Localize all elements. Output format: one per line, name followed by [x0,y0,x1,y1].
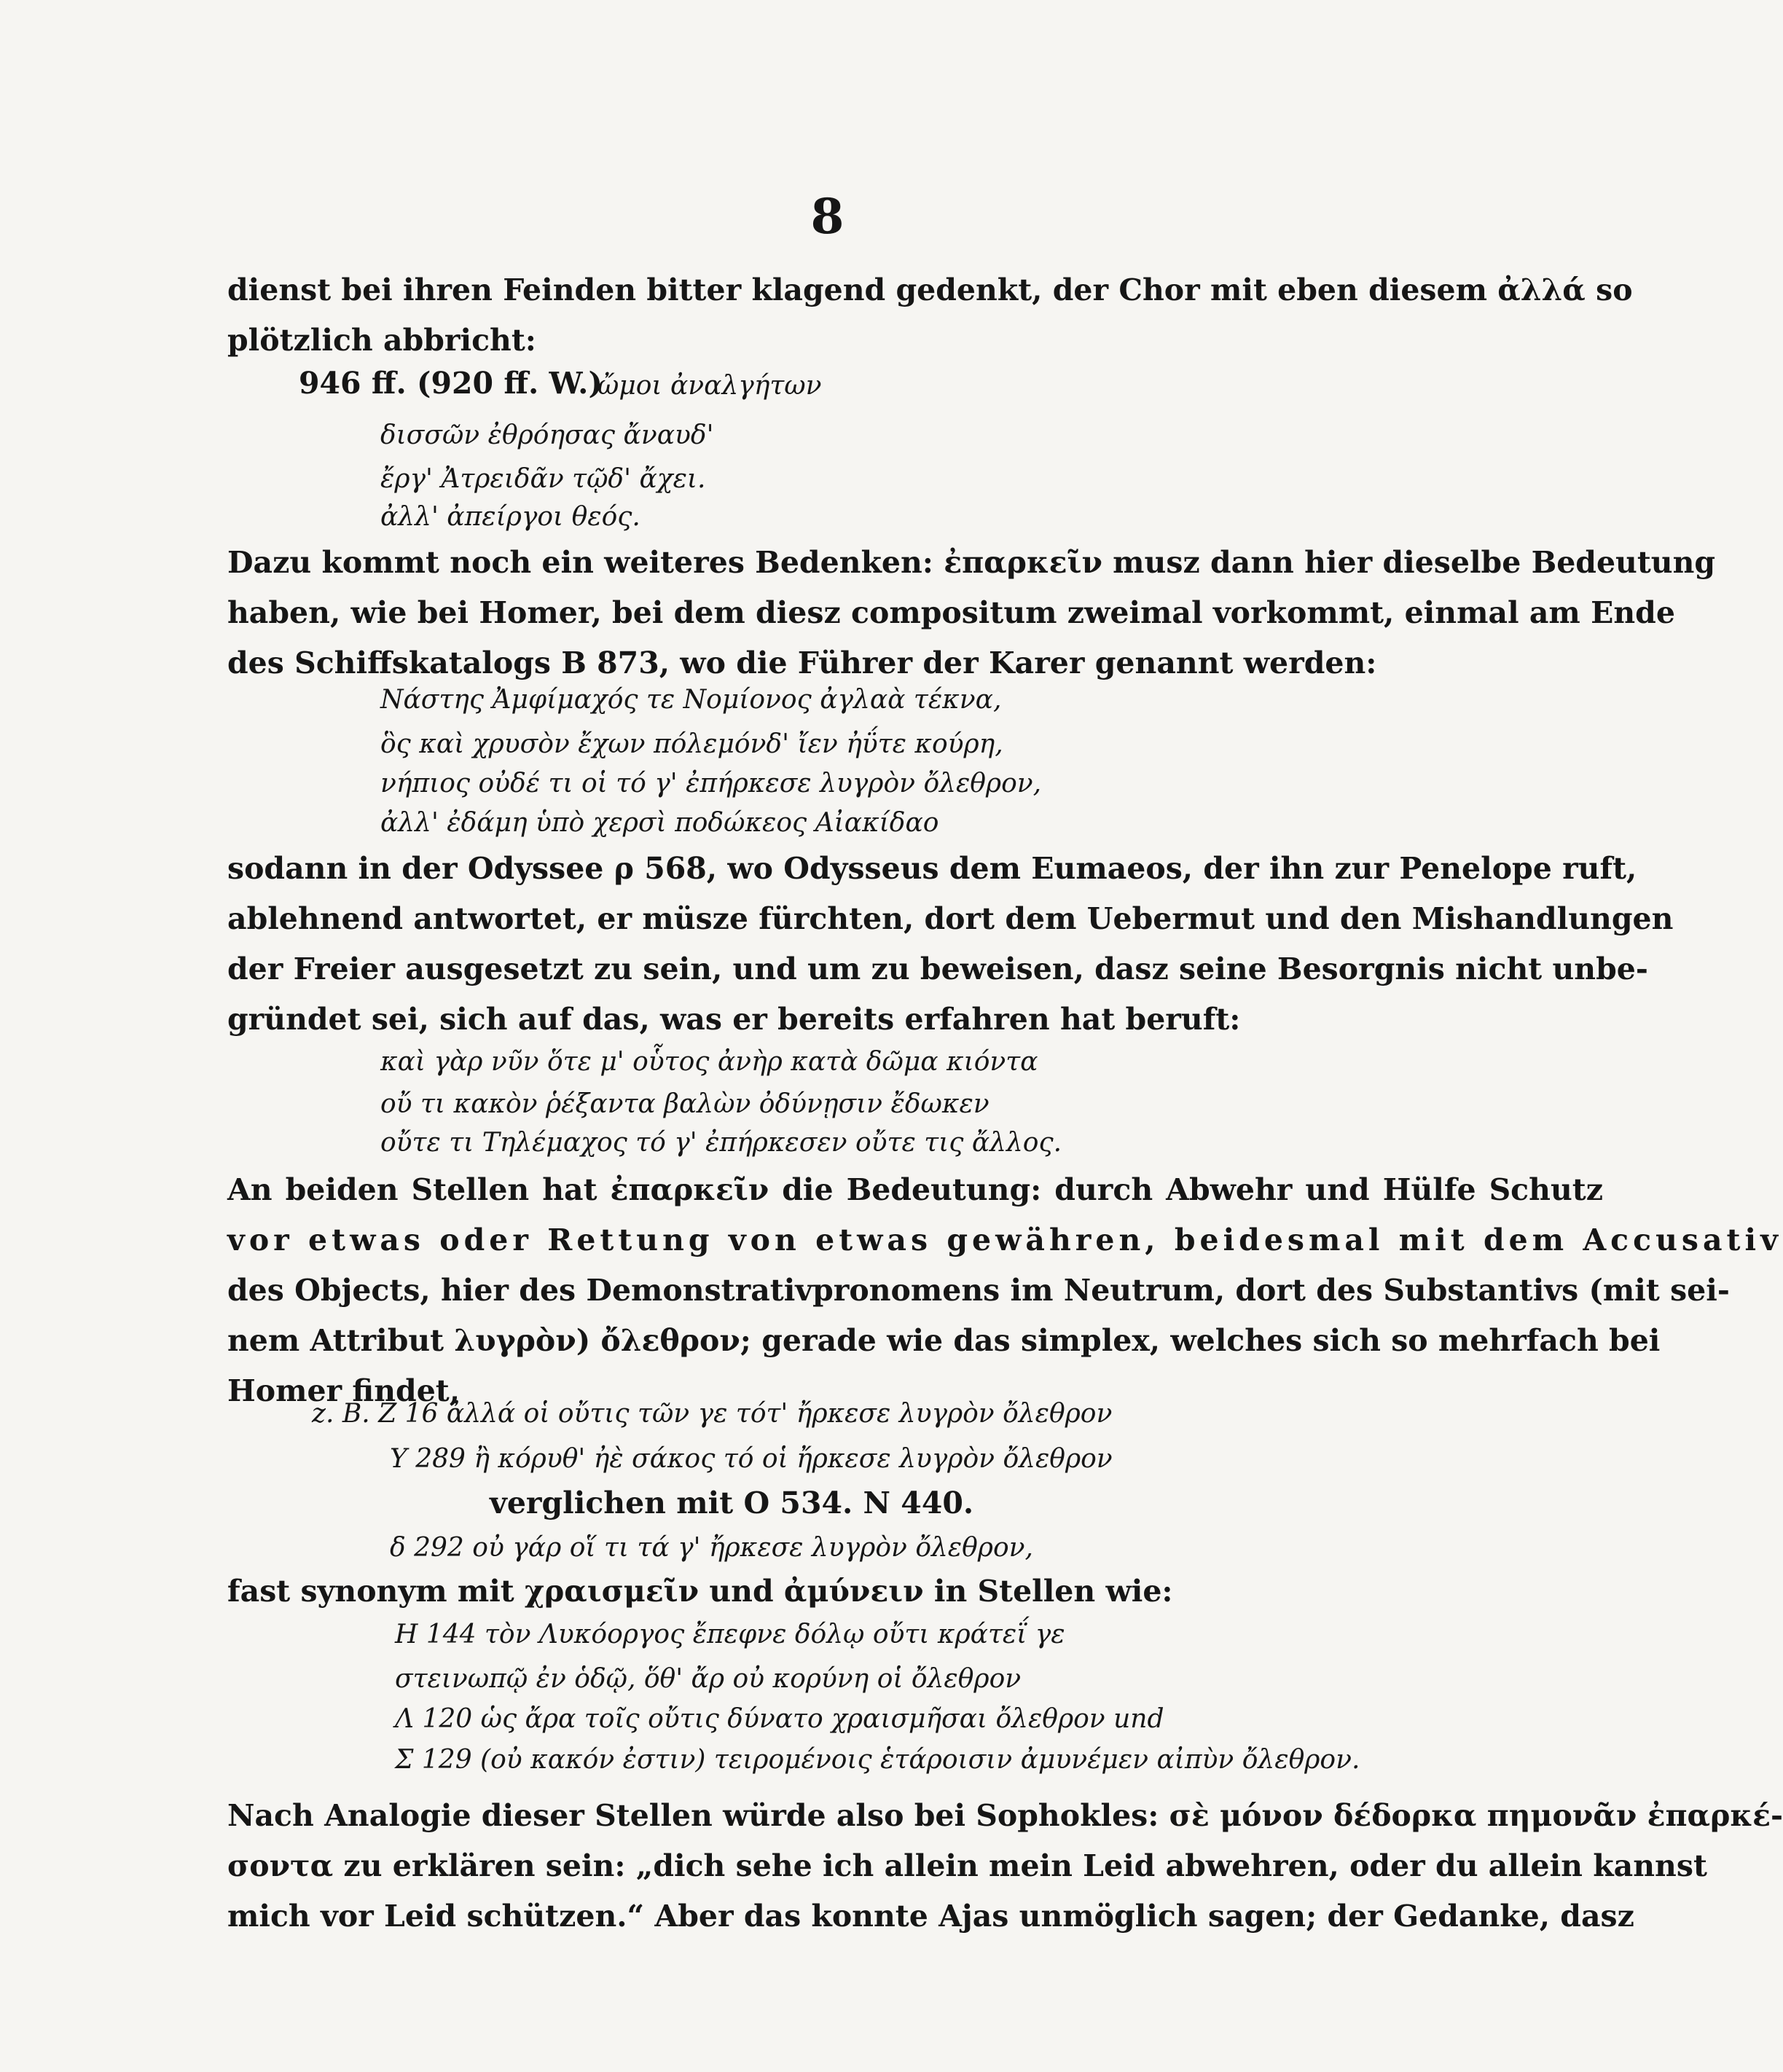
verse-reference: 946 ff. (920 ff. W.) [299,366,603,401]
text-line: haben, wie bei Homer, bei dem diesz compositum zweimal vorkommt, einmal am Ende [227,595,1675,630]
text-line: ablehnend antwortet, er müsze fürchten, dort dem Uebermut und den Mishandlungen [227,901,1674,936]
text-line: nem Attribut λυγρὸν) ὄλεθρον; gerade wie das simplex, welches sich so mehrfach bei [227,1323,1661,1358]
text-line: mich vor Leid schützen.“ Aber das konnte Ajas unmöglich sagen; der Gedanke, dasz [227,1899,1634,1934]
greek-verse: καὶ γὰρ νῦν ὅτε μ' οὗτος ἀνὴρ κατὰ δῶμα κιόντα [380,1047,1038,1077]
cross-reference: verglichen mit Ο 534. Ν 440. [490,1486,974,1520]
text-line: dienst bei ihren Feinden bitter klagend gedenkt, der Chor mit eben diesem ἀλλά so [227,272,1633,307]
paragraph-2 [227,538,1716,688]
greek-verse: δισσῶν ἐθρόησας ἄναυδ' [380,420,714,450]
greek-verse: ὃς καὶ χρυσὸν ἔχων πόλεμόνδ' ἴεν ἠΰτε κούρη, [380,729,1003,759]
greek-verse: ὤμοι ἀναλγήτων [597,371,822,401]
text-line: An beiden Stellen hat ἐπαρκεῖν die Bedeutung: durch Abwehr und Hülfe Schutz [227,1172,1603,1207]
greek-verse: Λ 120 ὡς ἄρα τοῖς οὔτις δύνατο χραισμῆσαι ὄλεθρον und [395,1704,1164,1734]
greek-verse: ἀλλ' ἀπείργοι θεός. [380,502,640,532]
greek-verse: ἀλλ' ἐδάμη ὑπὸ χερσὶ ποδώκεος Αἰακίδαο [380,808,939,838]
text-line: Nach Analogie dieser Stellen würde also bei Sophokles: σὲ μόνον δέδορκα πημονᾶν ἐπαρκέ- [227,1798,1783,1833]
greek-verse: Η 144 τὸν Λυκόοργος ἔπεφνε δόλῳ οὔτι κράτεΐ γε [395,1620,1065,1649]
paragraph-3 [227,844,1674,1045]
text-line: fast synonym mit χραισμεῖν und ἀμύνειν in Stellen wie: [227,1574,1173,1609]
paragraph-1 [227,265,1633,366]
greek-verse: στεινωπῷ ἐν ὁδῷ, ὅθ' ἄρ οὐ κορύνη οἱ ὄλεθρον [395,1664,1022,1694]
page-number: 8 [810,188,845,245]
greek-verse: Νάστης Ἀμφίμαχός τε Νομίονος ἀγλαὰ τέκνα, [380,685,1002,715]
greek-verse: Σ 129 (οὐ κακόν ἐστιν) τειρομένοις ἑτάροισιν ἀμυνέμεν αἰπὺν ὄλεθρον. [395,1745,1360,1775]
text-line: sodann in der Odyssee ρ 568, wo Odysseus dem Eumaeos, der ihn zur Penelope ruft, [227,851,1637,886]
greek-verse: ἔργ' Ἀτρειδᾶν τῷδ' ἄχει. [380,464,706,494]
greek-verse: νήπιος οὐδέ τι οἱ τό γ' ἐπήρκεσε λυγρὸν ὄλεθρον, [380,769,1042,798]
text-line: des Schiffskatalogs B 873, wo die Führer der Karer genannt werden: [227,645,1377,680]
text-line: Homer findet, [227,1373,461,1408]
paragraph-4 [227,1165,1782,1416]
text-line: vor etwas oder Rettung von etwas gewähren, beidesmal mit dem Accusativ [227,1223,1782,1257]
text-line: σοντα zu erklären sein: „dich sehe ich allein mein Leid abwehren, oder du allein kannst [227,1848,1707,1883]
greek-verse: οὔ τι κακὸν ῥέξαντα βαλὼν ὀδύνῃσιν ἔδωκεν [380,1089,990,1119]
text-line: Dazu kommt noch ein weiteres Bedenken: ἐπαρκεῖν musz dann hier dieselbe Bedeutung [227,545,1716,580]
paragraph-5 [227,1566,1603,1617]
greek-verse: z. B. Ζ 16 ἀλλά οἱ οὔτις τῶν γε τότ' ἤρκεσε λυγρὸν ὄλεθρον [312,1399,1113,1429]
greek-verse: Υ 289 ἢ κόρυθ' ἠὲ σάκος τό οἱ ἤρκεσε λυγρὸν ὄλεθρον [390,1444,1113,1474]
greek-verse: δ 292 οὐ γάρ οἵ τι τά γ' ἤρκεσε λυγρὸν ὄλεθρον, [390,1533,1033,1563]
greek-verse: οὔτε τι Τηλέμαχος τό γ' ἐπήρκεσεν οὔτε τις ἄλλος. [380,1128,1062,1158]
text-line: der Freier ausgesetzt zu sein, und um zu beweisen, dasz seine Besorgnis nicht unbe- [227,951,1648,986]
text-line: des Objects, hier des Demonstrativpronomens im Neutrum, dort des Substantivs (mit sei- [227,1273,1730,1308]
text-line: plötzlich abbricht: [227,323,536,358]
text-line: gründet sei, sich auf das, was er bereits erfahren hat beruft: [227,1002,1241,1037]
paragraph-6 [227,1791,1783,1942]
